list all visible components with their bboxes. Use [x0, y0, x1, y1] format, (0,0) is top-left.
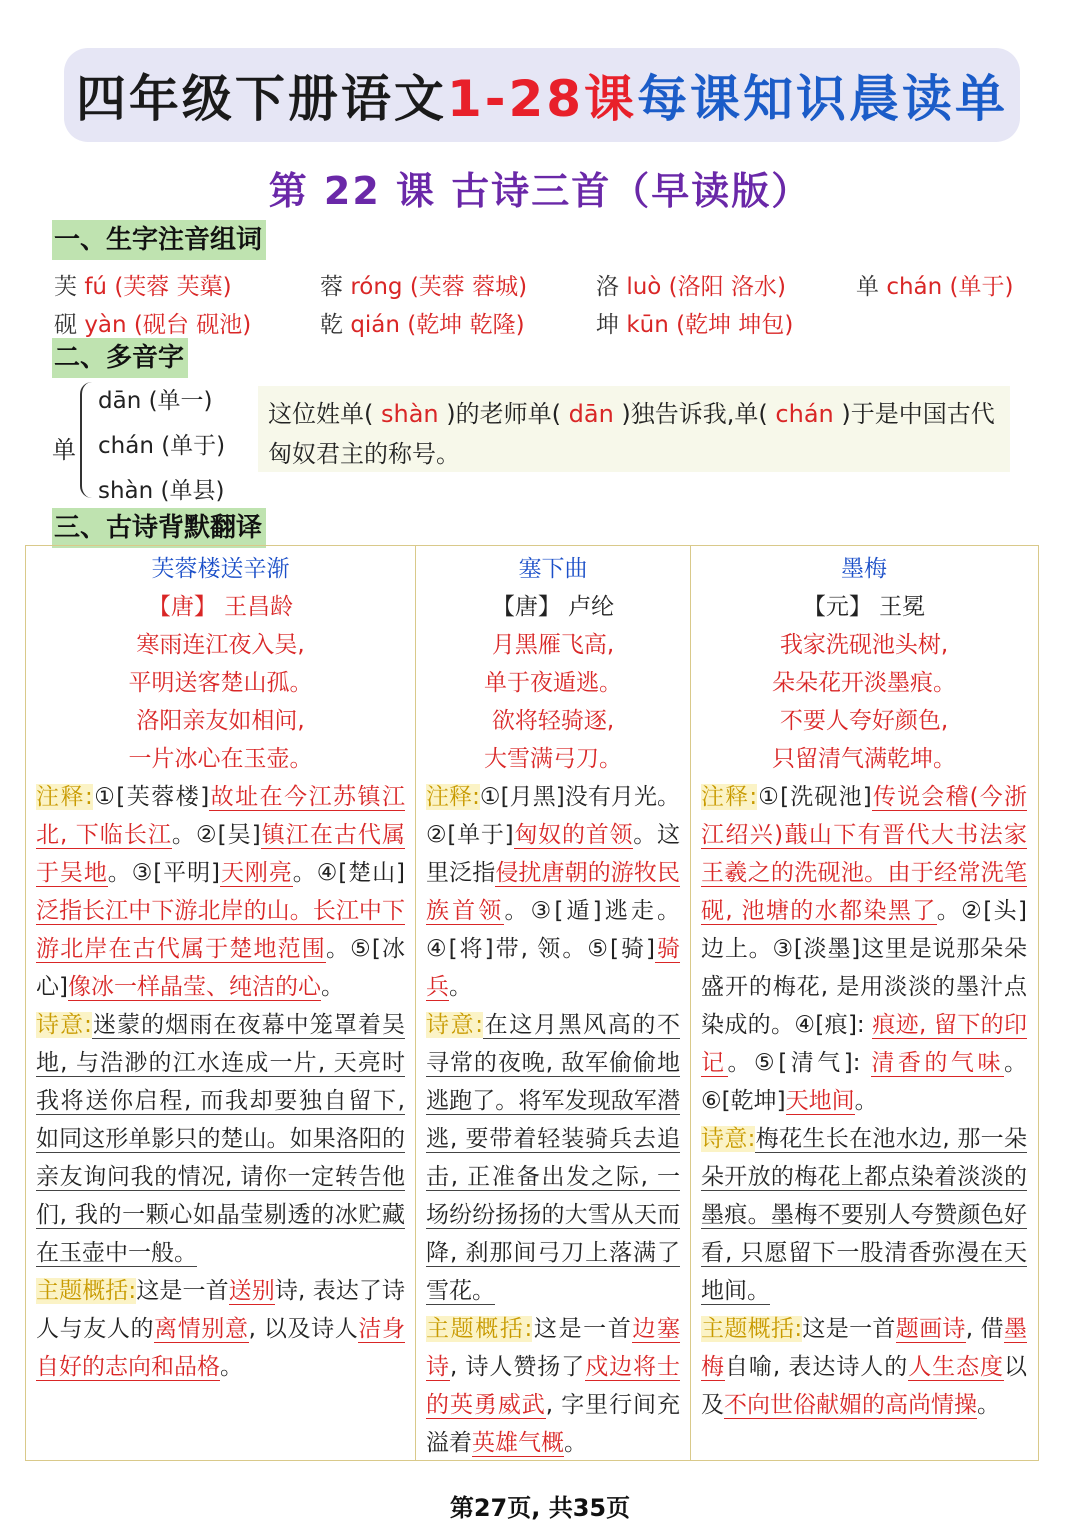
poem-line: 月黑雁飞高,	[491, 632, 615, 658]
poem-title: 芙蓉楼送辛渐	[151, 556, 290, 582]
poem-line: 欲将轻骑逐,	[491, 708, 615, 734]
char-entry: 乾 qián (乾坤 乾隆)	[320, 312, 525, 338]
poem-column	[691, 546, 1037, 1460]
poem-title: 塞下曲	[518, 556, 588, 582]
brace-decoration	[80, 382, 94, 498]
poem-column	[26, 546, 416, 1460]
poem-line: 平明送客楚山孤。	[128, 670, 313, 696]
poem-line: 洛阳亲友如相问,	[136, 708, 305, 734]
page-number: 第27页, 共35页	[449, 1494, 631, 1522]
lesson-title: 第 22 课 古诗三首（早读版）	[268, 169, 812, 213]
polyphone-reading: shàn (单县)	[98, 478, 225, 504]
poem-line: 寒雨连江夜入吴,	[136, 632, 305, 658]
poem-theme: 主题概括:这是一首送别诗, 表达了诗人与友人的离情别意, 以及诗人洁身自好的志向和品格。	[36, 1278, 406, 1380]
char-entry: 单 chán (单于)	[856, 274, 1014, 300]
poem-author: 【元】 王冕	[802, 594, 926, 620]
poem-column	[416, 546, 691, 1460]
poem-meaning: 诗意:在这月黑风高的不寻常的夜晚, 敌军偷偷地逃跑了。将军发现敌军潜逃, 要带着轻装骑兵去追击, 正准备出发之际, 一场纷纷扬扬的大雪从天而降, 刹那间弓刀上落满了雪花。	[426, 1012, 680, 1304]
section-heading-characters: 一、生字注音组词	[52, 220, 266, 260]
banner-subtitle: 每课知识晨读单	[637, 70, 1009, 128]
poem-line: 一片冰心在玉壶。	[128, 746, 313, 772]
poem-notes: 注释:①[芙蓉楼]故址在今江苏镇江北, 下临长江。②[吴]镇江在古代属于吴地。③[平明]天刚亮。④[楚山]泛指长江中下游北岸的山。长江中下游北岸在古代属于楚地范围。⑤[冰心]像冰一样晶莹、纯洁的心。	[36, 784, 406, 1000]
poem-author: 【唐】 王昌龄	[147, 594, 294, 620]
poem-line: 我家洗砚池头树,	[779, 632, 949, 658]
poem-table	[25, 545, 1039, 1461]
banner-grade: 四年级下册语文	[75, 70, 447, 128]
polyphone-char: 单	[52, 436, 76, 464]
char-entry: 坤 kūn (乾坤 坤包)	[596, 312, 794, 338]
poem-line: 不要人夸好颜色,	[779, 708, 949, 734]
poem-line: 单于夜遁逃。	[484, 670, 622, 696]
char-entry: 砚 yàn (砚台 砚池)	[54, 312, 252, 338]
polyphone-sentence: 这位姓单( shàn )的老师单( dān )独告诉我,单( chán )于是中国古代匈奴君主的称号。	[258, 386, 1010, 472]
poem-theme: 主题概括:这是一首题画诗, 借墨梅自喻, 表达诗人的人生态度以及不向世俗献媚的高尚情操。	[701, 1316, 1028, 1418]
poem-line: 朵朵花开淡墨痕。	[772, 670, 956, 696]
poem-notes: 注释:①[月黑]没有月光。②[单于]匈奴的首领。这里泛指侵扰唐朝的游牧民族首领。③[遁]逃走。④[将]带, 领。⑤[骑]骑兵。	[426, 784, 681, 1000]
poem-meaning: 诗意:迷蒙的烟雨在夜幕中笼罩着吴地, 与浩渺的江水连成一片, 天亮时我将送你启程, 而我却要独自留下, 如同这形单影只的楚山。如果洛阳的亲友询问我的情况, 请你一定转告他们, 我的一颗心如晶莹剔透的冰贮藏在玉壶中一般。	[36, 1012, 406, 1266]
header-banner	[64, 48, 1020, 142]
section-heading-polyphone: 二、多音字	[52, 338, 188, 378]
polyphone-reading: chán (单于)	[98, 433, 226, 459]
polyphone-reading: dān (单一)	[98, 388, 213, 414]
poem-author: 【唐】 卢纶	[491, 594, 615, 620]
char-entry: 洛 luò (洛阳 洛水)	[596, 274, 786, 300]
poem-theme: 主题概括:这是一首边塞诗, 诗人赞扬了戍边将士的英勇威武, 字里行间充溢着英雄气概。	[426, 1316, 680, 1456]
poem-meaning: 诗意:梅花生长在池水边, 那一朵朵开放的梅花上都点染着淡淡的墨痕。墨梅不要别人夸赞颜色好看, 只愿留下一股清香弥漫在天地间。	[701, 1126, 1028, 1304]
char-entry: 蓉 róng (芙蓉 蓉城)	[320, 274, 528, 300]
poem-title: 墨梅	[841, 556, 887, 582]
banner-range: 1-28课	[446, 70, 638, 128]
section-heading-poems: 三、古诗背默翻译	[52, 508, 266, 548]
poem-notes: 注释:①[洗砚池]传说会稽(今浙江绍兴)蕺山下有晋代大书法家王羲之的洗砚池。由于经常洗笔砚, 池塘的水都染黑了。②[头]边上。③[淡墨]这里是说那朵朵盛开的梅花, 是用淡淡的墨汁点染成的。④[痕]: 痕迹, 留下的印记。⑤[清气]: 清香的气味。⑥[乾坤]天地间。	[701, 784, 1027, 1114]
poem-line: 只留清气满乾坤。	[772, 746, 956, 772]
char-entry: 芙 fú (芙蓉 芙蕖)	[54, 274, 232, 300]
poem-line: 大雪满弓刀。	[484, 746, 622, 772]
